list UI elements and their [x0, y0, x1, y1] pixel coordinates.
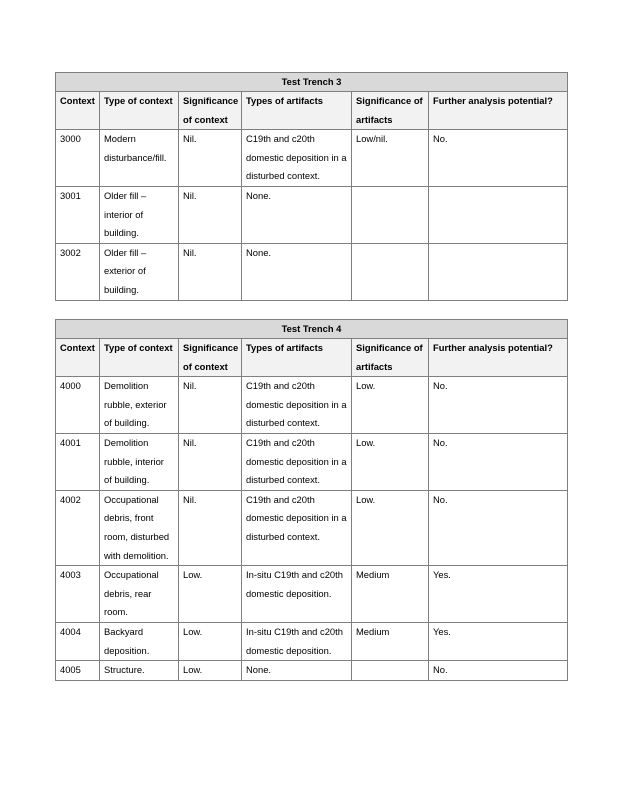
table-cell	[352, 186, 429, 243]
table-cell	[429, 243, 568, 300]
table-cell: 3002	[56, 243, 100, 300]
table-cell: Low.	[352, 433, 429, 490]
table-cell: Occupational debris, front room, disturbed with demolition.	[100, 490, 179, 565]
table-cell: Older fill – interior of building.	[100, 186, 179, 243]
table-row	[56, 490, 568, 565]
table-cell: In-situ C19th and c20th domestic deposition.	[242, 622, 352, 660]
table-cell	[352, 661, 429, 681]
table-cell: No.	[429, 661, 568, 681]
column-header: Significance of artifacts	[352, 339, 429, 377]
table-cell: Demolition rubble, exterior of building.	[100, 377, 179, 434]
column-header: Context	[56, 92, 100, 130]
table-row	[56, 433, 568, 490]
table-cell: Low.	[179, 622, 242, 660]
table-cell: In-situ C19th and c20th domestic deposition.	[242, 566, 352, 623]
column-header: Significance of artifacts	[352, 92, 429, 130]
table-row	[56, 377, 568, 434]
table-cell: 4000	[56, 377, 100, 434]
table-row	[56, 243, 568, 300]
table-cell: Nil.	[179, 433, 242, 490]
table-cell: 3001	[56, 186, 100, 243]
table-row	[56, 130, 568, 187]
table-cell: None.	[242, 243, 352, 300]
table-cell: Medium	[352, 566, 429, 623]
table-cell: C19th and c20th domestic deposition in a disturbed context.	[242, 130, 352, 187]
test-trench-3-table	[55, 72, 568, 301]
table-cell: No.	[429, 490, 568, 565]
table-cell: Low/nil.	[352, 130, 429, 187]
table-cell: No.	[429, 130, 568, 187]
column-header: Significance of context	[179, 339, 242, 377]
table-title-row	[56, 73, 568, 92]
table-cell: 4004	[56, 622, 100, 660]
table-cell: Yes.	[429, 566, 568, 623]
table-cell: No.	[429, 433, 568, 490]
table-cell: Nil.	[179, 490, 242, 565]
table-cell: 4003	[56, 566, 100, 623]
table-cell: No.	[429, 377, 568, 434]
table-cell: Occupational debris, rear room.	[100, 566, 179, 623]
table-cell: Nil.	[179, 377, 242, 434]
table-cell: 4002	[56, 490, 100, 565]
table-cell: None.	[242, 661, 352, 681]
table-header-row	[56, 92, 568, 130]
column-header: Types of artifacts	[242, 339, 352, 377]
table-cell: Low.	[179, 661, 242, 681]
table-cell: Demolition rubble, interior of building.	[100, 433, 179, 490]
table-cell: Low.	[352, 377, 429, 434]
table-cell: 4005	[56, 661, 100, 681]
table-title: Test Trench 4	[56, 320, 568, 339]
table-cell: C19th and c20th domestic deposition in a disturbed context.	[242, 377, 352, 434]
test-trench-4-table	[55, 319, 568, 681]
column-header: Types of artifacts	[242, 92, 352, 130]
table-row	[56, 186, 568, 243]
table-row	[56, 622, 568, 660]
table-cell: Nil.	[179, 243, 242, 300]
table-cell: 4001	[56, 433, 100, 490]
table-cell: 3000	[56, 130, 100, 187]
table-row	[56, 661, 568, 681]
table-cell: None.	[242, 186, 352, 243]
table-cell: Older fill – exterior of building.	[100, 243, 179, 300]
table-cell	[429, 186, 568, 243]
table-title-row	[56, 320, 568, 339]
table-header-row	[56, 339, 568, 377]
column-header: Further analysis potential?	[429, 92, 568, 130]
table-cell	[352, 243, 429, 300]
table-cell: Backyard deposition.	[100, 622, 179, 660]
table-cell: Medium	[352, 622, 429, 660]
table-title: Test Trench 3	[56, 73, 568, 92]
table-cell: Yes.	[429, 622, 568, 660]
table-cell: C19th and c20th domestic deposition in a disturbed context.	[242, 433, 352, 490]
table-cell: Modern disturbance/fill.	[100, 130, 179, 187]
table-cell: Nil.	[179, 186, 242, 243]
table-cell: Structure.	[100, 661, 179, 681]
table-cell: Low.	[352, 490, 429, 565]
table-cell: C19th and c20th domestic deposition in a disturbed context.	[242, 490, 352, 565]
column-header: Further analysis potential?	[429, 339, 568, 377]
table-cell: Low.	[179, 566, 242, 623]
column-header: Context	[56, 339, 100, 377]
column-header: Type of context	[100, 92, 179, 130]
column-header: Significance of context	[179, 92, 242, 130]
column-header: Type of context	[100, 339, 179, 377]
table-row	[56, 566, 568, 623]
table-cell: Nil.	[179, 130, 242, 187]
